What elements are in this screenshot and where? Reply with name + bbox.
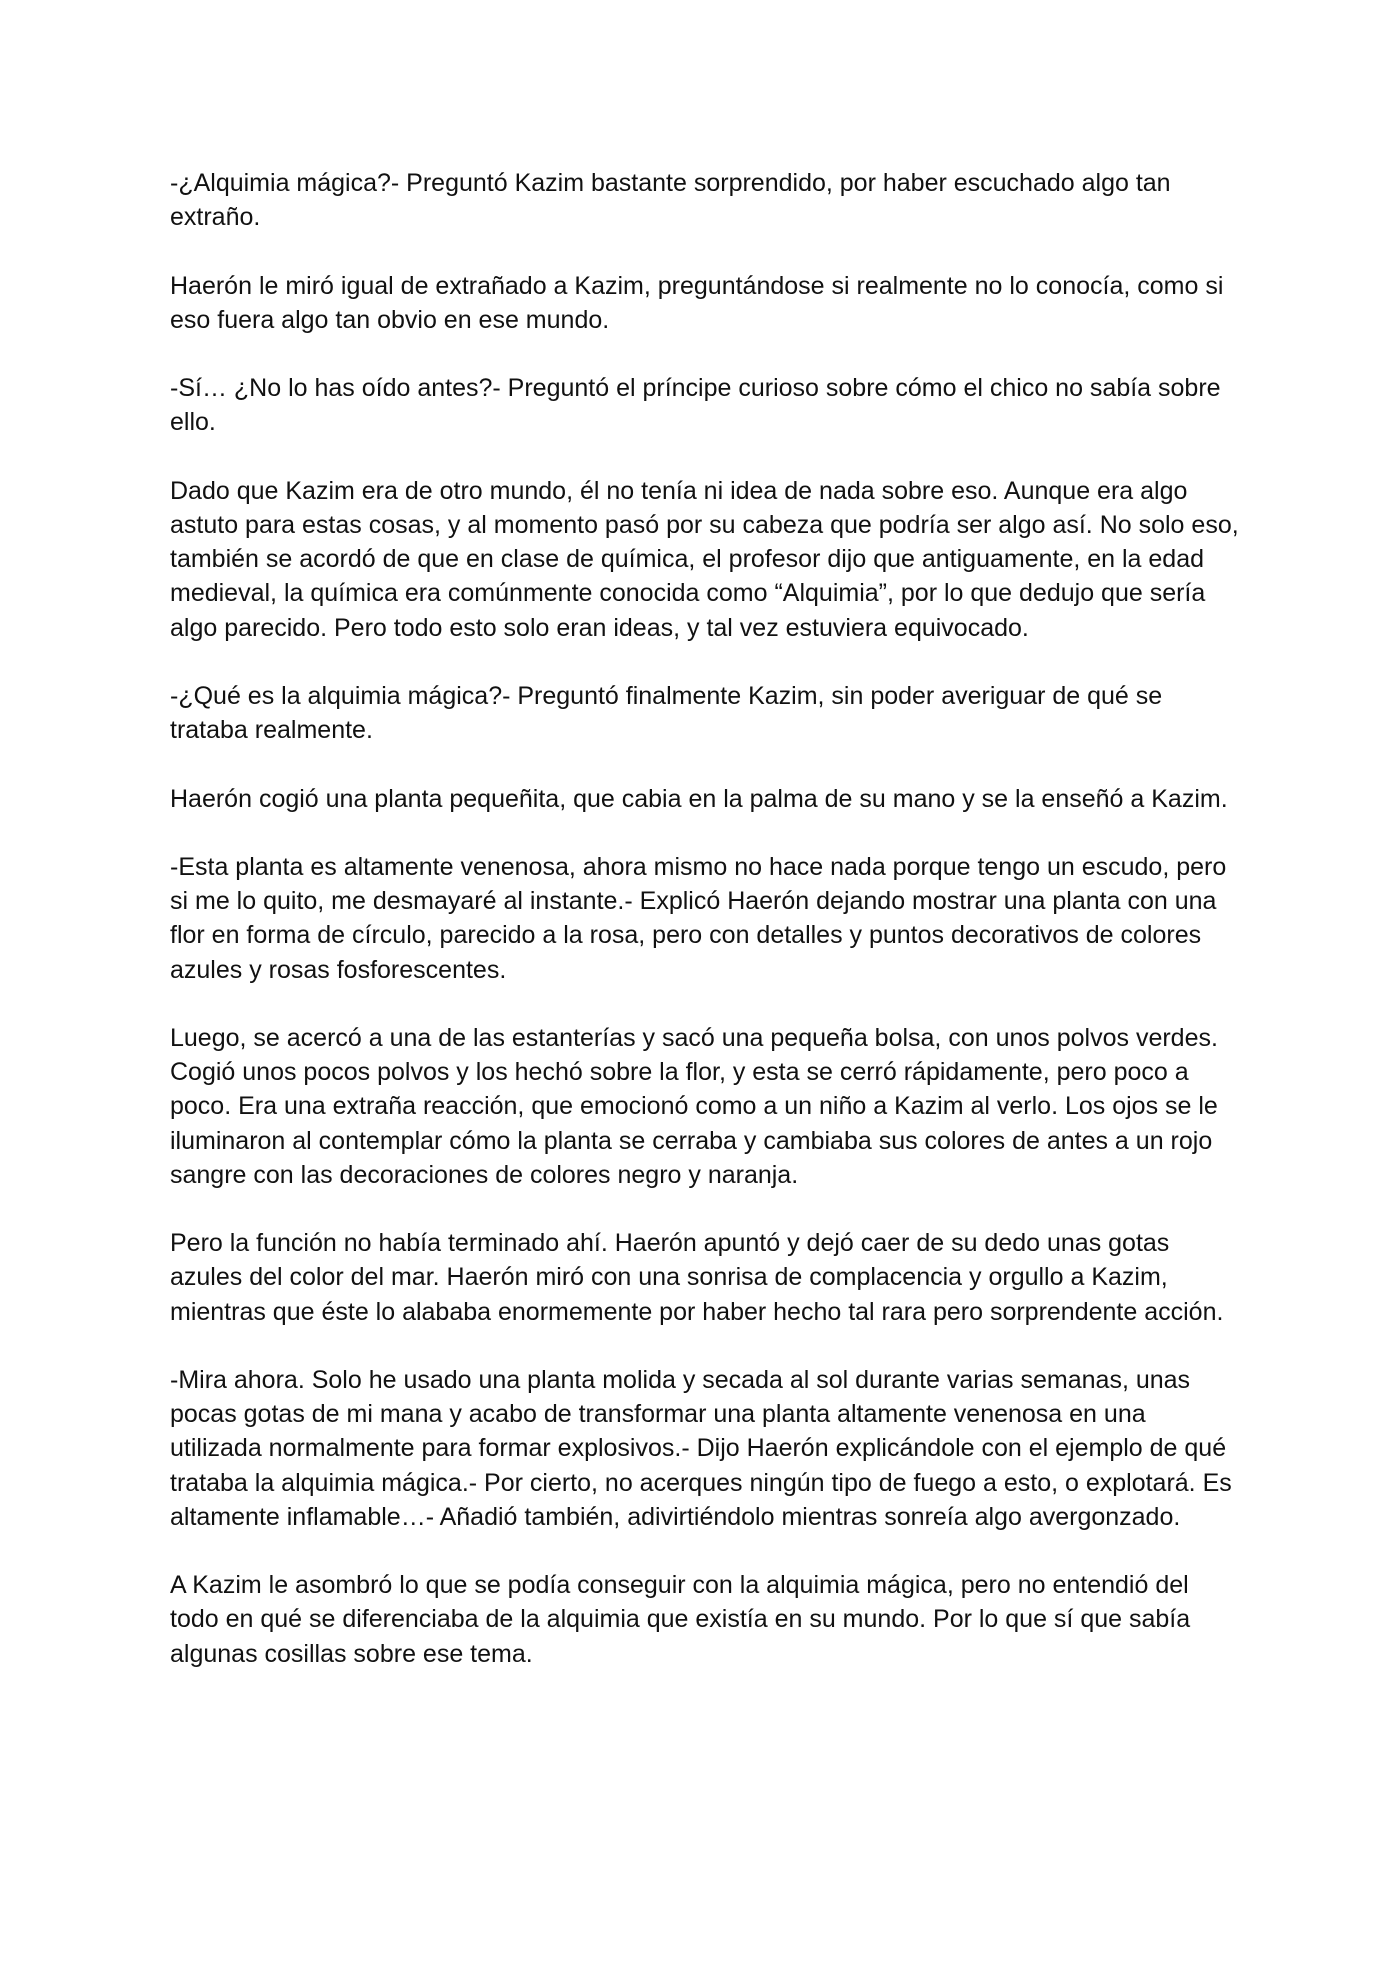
- paragraph-narration: Luego, se acercó a una de las estanterías y sacó una pequeña bolsa, con unos polvos verdes. Cogió unos pocos polvos y los hechó sobre la flor, y esta se cerró rápidamente, pero poco a poco. Era una extraña reacción, que emocionó como a un niño a Kazim al verlo. Los ojos se le iluminaron al contemplar cómo la planta se cerraba y cambiaba sus colores de antes a un rojo sangre con las decoraciones de colores negro y naranja.: [170, 1023, 1218, 1189]
- paragraph-narration: Pero la función no había terminado ahí. Haerón apuntó y dejó caer de su dedo unas gotas azules del color del mar. Haerón miró con una sonrisa de complacencia y orgullo a Kazim, mientras que éste lo alababa enormemente por haber hecho tal rara pero sorprendente acción.: [170, 1229, 1224, 1326]
- document-body: [170, 166, 1240, 1671]
- paragraph-dialogue: -¿Qué es la alquimia mágica?- Preguntó finalmente Kazim, sin poder averiguar de qué se trataba realmente.: [170, 681, 1163, 745]
- paragraph-dialogue: -Mira ahora. Solo he usado una planta molida y secada al sol durante varias semanas, unas pocas gotas de mi mana y acabo de transformar una planta altamente venenosa en una utilizada normalmente para formar explosivos.- Dijo Haerón explicándole con el ejemplo de qué trataba la alquimia mágica.- Por cierto, no acerques ningún tipo de fuego a esto, o explotará. Es altamente inflamable…- Añadió también, adivirtiéndolo mientras sonreía algo avergonzado.: [170, 1365, 1232, 1531]
- paragraph-dialogue: -Esta planta es altamente venenosa, ahora mismo no hace nada porque tengo un escudo, pero si me lo quito, me desmayaré al instante.- Explicó Haerón dejando mostrar una planta con una flor en forma de círculo, parecido a la rosa, pero con detalles y puntos decorativos de colores azules y rosas fosforescentes.: [170, 852, 1227, 984]
- paragraph-narration: Haerón le miró igual de extrañado a Kazim, preguntándose si realmente no lo conocía, como si eso fuera algo tan obvio en ese mundo.: [170, 271, 1224, 334]
- paragraph-narration: A Kazim le asombró lo que se podía conseguir con la alquimia mágica, pero no entendió del todo en qué se diferenciaba de la alquimia que existía en su mundo. Por lo que sí que sabía algunas cosillas sobre ese tema.: [170, 1571, 1191, 1668]
- paragraph-narration: Haerón cogió una planta pequeñita, que cabia en la palma de su mano y se la enseñó a Kazim.: [170, 784, 1228, 813]
- paragraph-dialogue: -Sí… ¿No lo has oído antes?- Preguntó el príncipe curioso sobre cómo el chico no sabía sobre ello.: [170, 374, 1221, 437]
- paragraph-narration: Dado que Kazim era de otro mundo, él no tenía ni idea de nada sobre eso. Aunque era algo astuto para estas cosas, y al momento pasó por su cabeza que podría ser algo así. No solo eso, también se acordó de que en clase de química, el profesor dijo que antiguamente, en la edad medieval, la química era comúnmente conocida como “Alquimia”, por lo que dedujo que sería algo parecido. Pero todo esto solo eran ideas, y tal vez estuviera equivocado.: [170, 476, 1239, 642]
- paragraph-dialogue: -¿Alquimia mágica?- Preguntó Kazim bastante sorprendido, por haber escuchado algo tan extraño.: [170, 169, 1171, 232]
